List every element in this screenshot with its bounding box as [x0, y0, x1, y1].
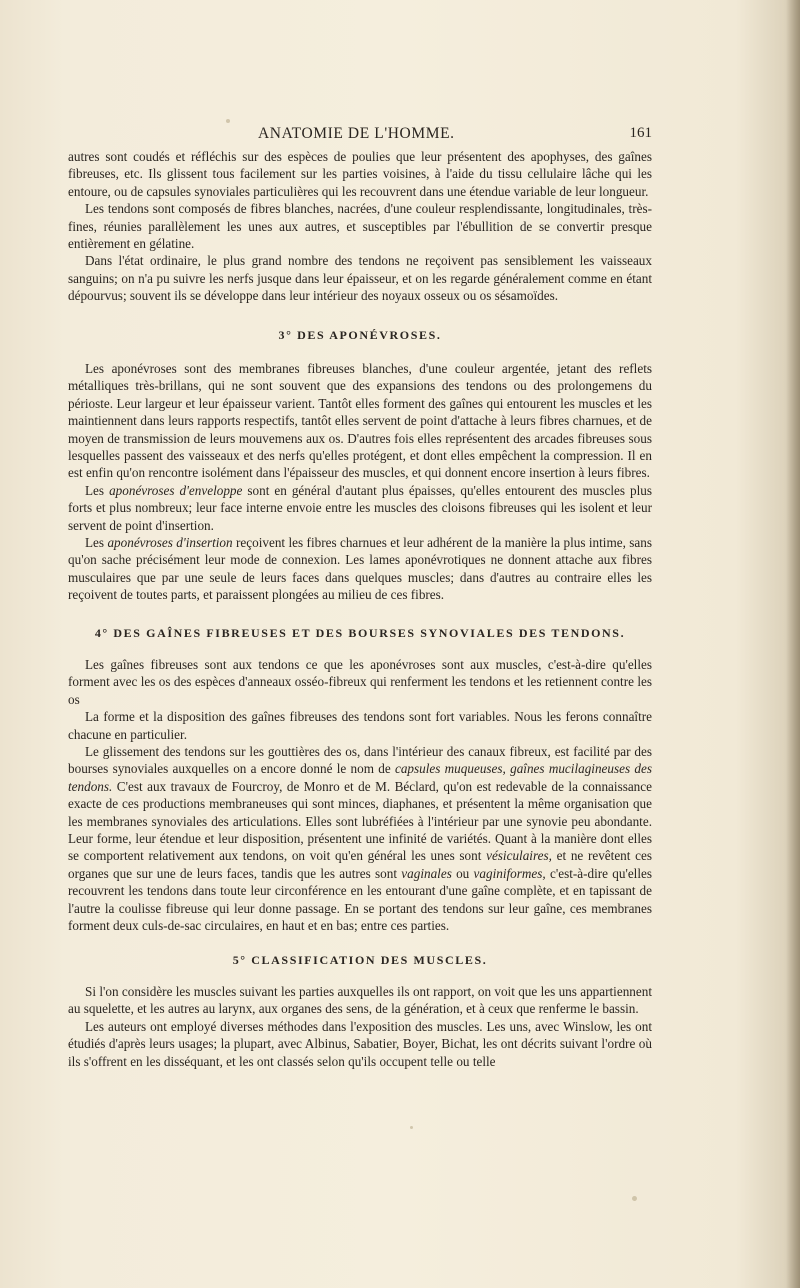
paragraph: autres sont coudés et réfléchis sur des espèces de poulies que leur présentent des apophyses, des gaînes fibreuses, etc. Ils glissent tous facilement sur les parties voisines, à l'aide du tissu cellulaire lâche qui les entoure, ou de capsules synoviales particulières qui les recouvrent dans une étendue variable de leur longueur. — [68, 149, 652, 199]
italic-term: vaginales — [401, 865, 452, 881]
section-heading-gaines: 4° DES GAÎNES FIBREUSES ET DES BOURSES SYNOVIALES DES TENDONS. — [94, 626, 626, 640]
paragraph: Si l'on considère les muscles suivant les parties auxquelles ils ont rapport, on voit que les uns appartiennent au squelette, et les autres au larynx, aux organes des sens, de la génération, et à ceux que renferme le bassin. — [68, 984, 652, 1017]
paragraph: Les aponévroses sont des membranes fibreuses blanches, d'une couleur argentée, jetant des reflets métalliques très-brillans, qui ne sont souvent que des expansions des tendons ou des prolongemens du périoste. Leur largeur et leur épaisseur varient. Tantôt elles forment des gaînes qui entourent les muscles et les maintiennent dans leurs rapports respectifs, tantôt elles servent de point d'attache à leurs fibres charnues, et de moyen de transmission de leurs mouvemens aux os. D'autres fois elles représentent des arcades fibreuses sous lesquelles passent des vaisseaux et des nerfs qu'elles protégent, et dont elles empêchent la compression. Il en est enfin qu'on rencontre isolément dans l'épaisseur des muscles, et qui donnent encore insertion à leurs fibres. — [68, 361, 652, 481]
text: C'est aux travaux de Fourcroy, de Monro et de M. Béclard, qu'on est redevable de la connaissance exacte de ces productions membraneuses qui sont minces, diaphanes, et présentent la même organisation que les membranes synoviales des articulations. Elles sont lubréfiées à l'intérieur par une synovie peu abondante. Leur forme, leur étendue et leur disposition, présentent une infinité de variétés. Quant à la manière dont elles se comportent relativement aux tendons, on voit qu'en général les unes sont — [68, 778, 652, 864]
paragraph — [68, 743, 652, 934]
page-number: 161 — [629, 125, 652, 141]
running-title: ANATOMIE DE L'HOMME. — [258, 125, 455, 142]
italic-term: vésiculaires, — [486, 848, 552, 864]
text: Les — [85, 535, 108, 551]
page-edge-shadow — [786, 0, 800, 1288]
section-heading-classification: 5° CLASSIFICATION DES MUSCLES. — [232, 953, 488, 967]
italic-term: capsules muqueuses, gaînes mucilagineuses des tendons. — [68, 761, 652, 794]
paragraph: Les tendons sont composés de fibres blanches, nacrées, d'une couleur resplendissante, longitudinales, très-fines, réunies parallèlement les unes aux autres, et susceptibles par l'ébullition de se convertir presque entièrement en gélatine. — [68, 201, 652, 252]
paragraph: Les auteurs ont employé diverses méthodes dans l'exposition des muscles. Les uns, avec Winslow, les ont étudiés d'après leurs usages; la plupart, avec Albinus, Sabatier, Boyer, Bichat, les ont décrits suivant l'ordre où ils s'offrent en les disséquant, et les ont classés selon qu'ils occupent telle ou telle — [68, 1018, 652, 1069]
text: reçoivent les fibres charnues et leur adhérent de la manière la plus intime, sans qu'on sache précisément leur mode de connexion. Les lames aponévrotiques ne donnent attache aux fibres musculaires que par une seule de leurs faces dans quelques muscles; dans d'autres au contraire elles les reçoivent de toutes parts, et paraissent plongées au milieu de ces fibres. — [68, 535, 652, 603]
page-header — [68, 125, 652, 145]
italic-term: aponévroses d'insertion — [107, 535, 233, 551]
block-aponevroses — [68, 360, 652, 604]
text: sont en général d'autant plus épaisses, qu'elles entourent des muscles plus forts et plus nombreux; leur face interne envoie entre les muscles des cloisons fibreuses qui les isolent et leur servent de point d'insertion. — [68, 482, 652, 533]
text: Les — [85, 482, 110, 498]
text: et ne revêtent ces organes que sur une de leurs faces, tandis que les autres sont — [68, 848, 652, 881]
foxing-spot — [632, 1196, 637, 1201]
text: Le glissement des tendons sur les gouttières des os, dans l'intérieur des canaux fibreux, est facilité par des bourses synoviales auxquelles on a encore donné le nom de — [68, 744, 652, 777]
paragraph: Dans l'état ordinaire, le plus grand nombre des tendons ne reçoivent pas sensiblement les vaisseaux sanguins; on n'a pu suivre les nerfs jusque dans leur épaisseur, et on les regarde généralement comme en étant dépourvus; souvent ils se développe dans leur intérieur des noyaux osseux ou os sésamoïdes. — [68, 253, 652, 304]
text: ou — [451, 865, 474, 881]
block-classification — [68, 983, 652, 1070]
block-gaines — [68, 656, 652, 935]
paragraph: Les gaînes fibreuses sont aux tendons ce que les aponévroses sont aux muscles, c'est-à-dire qu'elles forment avec les os des espèces d'anneaux osséo-fibreux qui renferment les tendons et les retiennent contre les os — [68, 657, 652, 707]
paragraph — [68, 534, 652, 604]
section-heading-aponevroses: 3° DES APONÉVROSES. — [278, 328, 442, 342]
block-tendons — [68, 148, 652, 305]
italic-term: aponévroses d'enveloppe — [109, 482, 243, 498]
foxing-spot — [410, 1126, 413, 1129]
text: c'est-à-dire qu'elles recouvrent les tendons dans toute leur circonférence en les entourant d'une gaîne complète, et en tapissant de l'autre la coulisse fibreuse qui leur donne passage. En se portant des tendons sur leur gaîne, ces membranes forment deux culs-de-sac circulaires, en haut et en bas; entre ces parties. — [68, 865, 652, 934]
foxing-spot — [226, 119, 230, 123]
italic-term: vaginiformes, — [473, 865, 546, 881]
paragraph — [68, 482, 652, 534]
paragraph: La forme et la disposition des gaînes fibreuses des tendons sont fort variables. Nous les ferons connaître chacune en particulier. — [68, 709, 652, 742]
